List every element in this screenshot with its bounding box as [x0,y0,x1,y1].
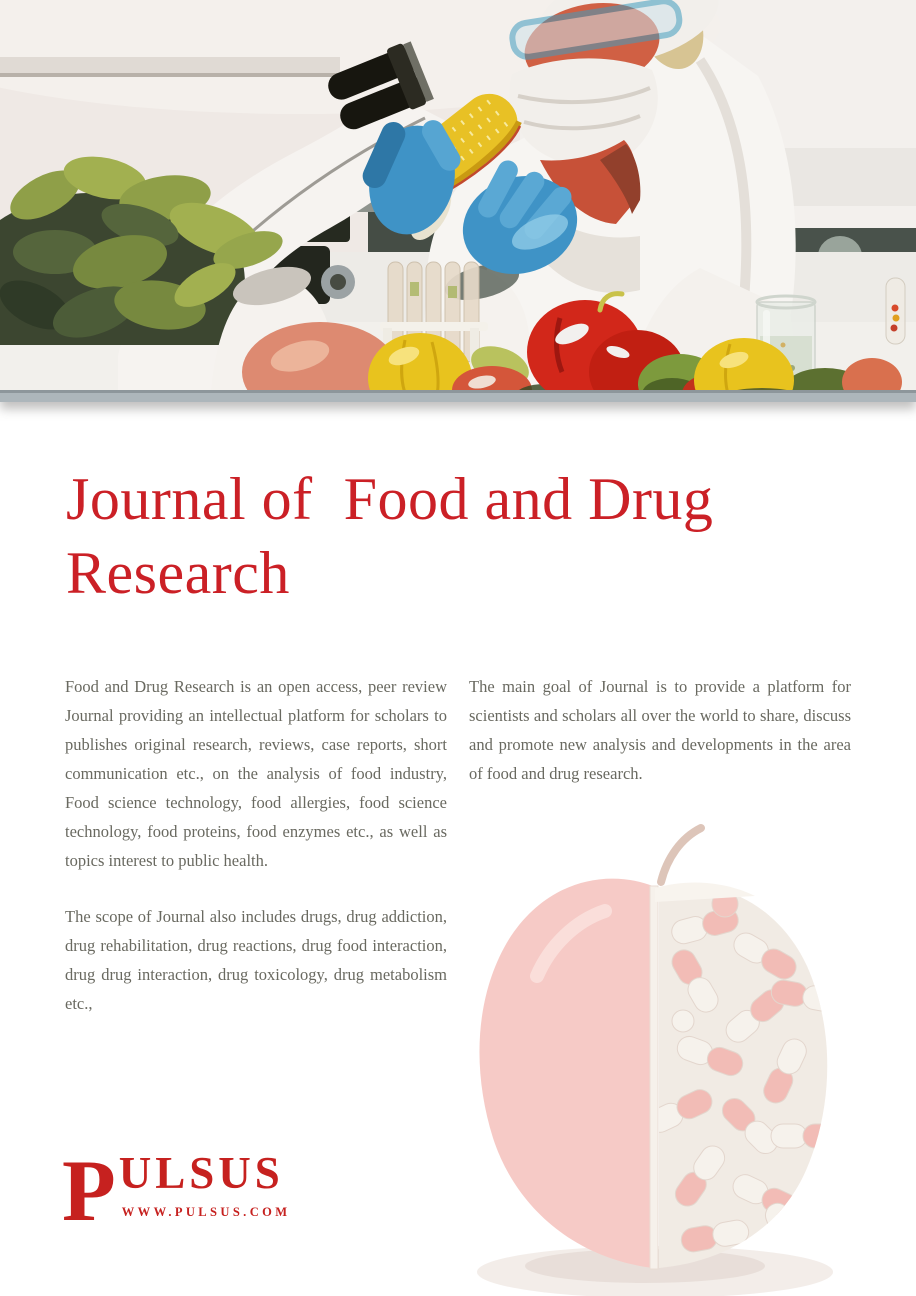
right-column [469,672,851,1045]
logo-name-rest: ULSUS [118,1148,284,1198]
hero-illustration [0,0,916,402]
left-column [65,672,447,1045]
title-line-2: Research [66,540,290,606]
hero-image [0,0,916,402]
logo-website: WWW.PULSUS.COM [121,1205,291,1220]
title-line-1: Journal of Food and Drug [66,466,714,532]
pulsus-logo [62,1143,291,1240]
logo-initial: P [62,1143,116,1240]
paragraph-journal-description: Food and Drug Research is an open access, peer review Journal providing an intellectual platform for scholars to publishes original research, reviews, case reports, short communication etc., on the analysis of food industry, Food science technology, food allergies, food science technology, food proteins, food enzymes etc., as well as topics interest to public health. [65,677,447,870]
paragraph-journal-goal: The main goal of Journal is to provide a platform for scientists and scholars all over the world to share, discuss and promote new analysis and developments in the area of food and drug research. [469,677,851,783]
logo-right-block [118,1148,291,1220]
paragraph-journal-scope: The scope of Journal also includes drugs, drug addiction, drug rehabilitation, drug reactions, drug food interaction, drug drug interaction, drug toxicology, drug metabolism etc., [65,907,447,1013]
small-test-tube [886,278,905,344]
page-title [66,462,866,610]
body-content [65,672,851,1045]
